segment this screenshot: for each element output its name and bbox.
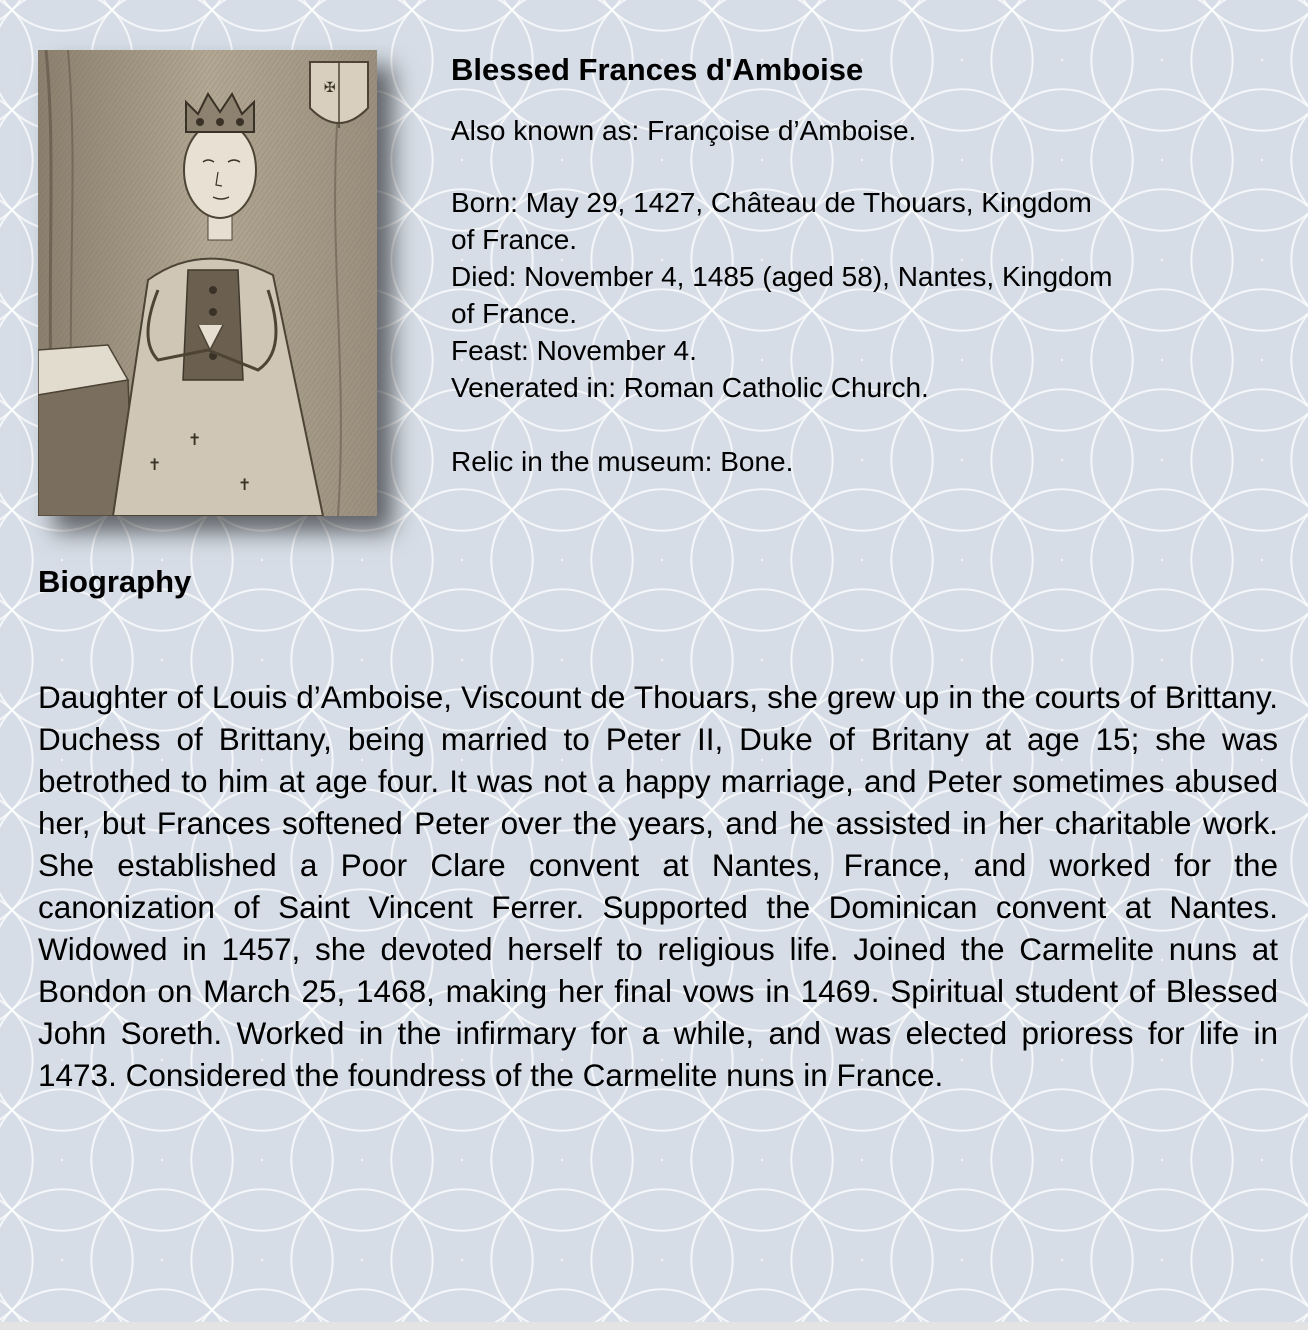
died-line-2: of France. <box>451 298 578 329</box>
svg-text:✝: ✝ <box>188 430 202 449</box>
venerated-in: Venerated in: Roman Catholic Church. <box>451 372 929 403</box>
biography-text: Daughter of Louis d’Amboise, Viscount de Thouars, she grew up in the courts of Brittany. Duchess of Brittany, being married to Peter II, Duke of Britany at age 15; she was betrothed to him at age four. It was not a happy marriage, and Peter sometimes abused her, but Frances softened Peter over the years, and he assisted in her charitable work. She established a Poor Clare convent at Nantes, France, and worked for the canonization of Saint Vincent Ferrer. Supported the Dominican convent at Nantes. Widowed in 1457, she devoted herself to religious life. Joined the Carmelite nuns at Bondon on March 25, 1468, making her final vows in 1469. Spiritual student of Blessed John Soreth. Worked in the infirmary for a while, and was elected prioress for life in 1473. Considered the foundress of the Carmelite nuns in France. <box>38 679 1278 1093</box>
saint-name-title: Blessed Frances d'Amboise <box>451 52 864 87</box>
svg-text:✝: ✝ <box>148 455 162 474</box>
relic-info: Relic in the museum: Bone. <box>451 446 794 477</box>
saint-details <box>451 50 1251 480</box>
born-line-1: Born: May 29, 1427, Château de Thouars, Kingdom <box>451 187 1092 218</box>
born-line-2: of France. <box>451 224 578 255</box>
svg-text:✝: ✝ <box>238 475 252 494</box>
also-known-as: Also known as: Françoise d’Amboise. <box>451 115 917 146</box>
svg-text:✠: ✠ <box>324 80 336 96</box>
saint-portrait-icon <box>38 50 377 516</box>
feast-day: Feast: November 4. <box>451 335 697 366</box>
biography-heading: Biography <box>38 564 192 599</box>
died-line-1: Died: November 4, 1485 (aged 58), Nantes, Kingdom <box>451 261 1113 292</box>
bottom-border <box>0 1322 1308 1330</box>
saint-portrait <box>38 50 377 516</box>
